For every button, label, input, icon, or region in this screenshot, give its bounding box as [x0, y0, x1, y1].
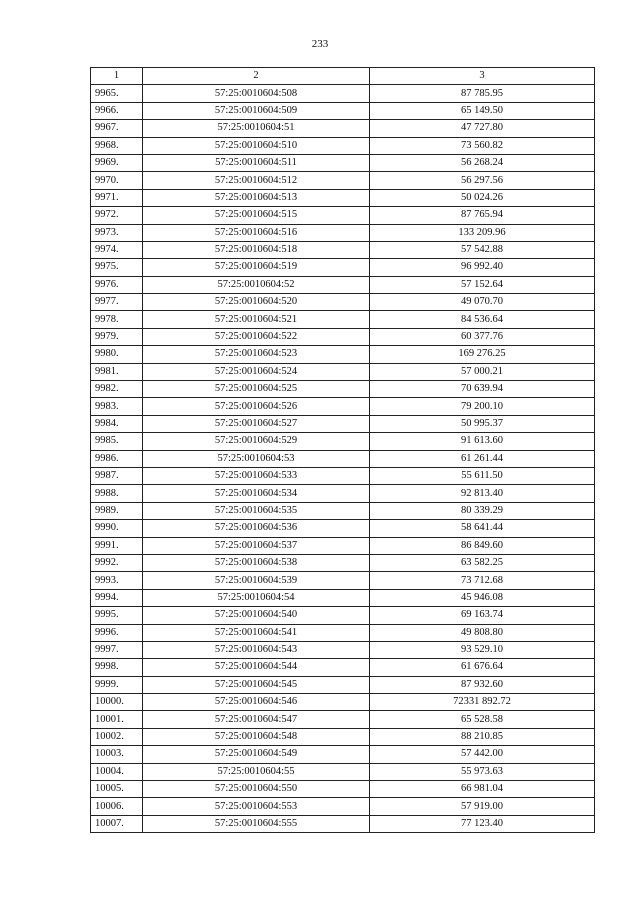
row-number-cell: 9990.: [91, 520, 143, 537]
cadastral-value-cell: 96 992.40: [370, 259, 595, 276]
table-row: [91, 207, 595, 224]
table-row: [91, 363, 595, 380]
table-row: [91, 172, 595, 189]
cadastral-value-cell: 49 070.70: [370, 294, 595, 311]
cadastral-number-cell: 57:25:0010604:522: [143, 328, 370, 345]
cadastral-value-cell: 92 813.40: [370, 485, 595, 502]
table-row: [91, 137, 595, 154]
row-number-cell: 9973.: [91, 224, 143, 241]
table-body: [91, 85, 595, 833]
table-row: [91, 659, 595, 676]
table-row: [91, 154, 595, 171]
table-row: [91, 537, 595, 554]
cadastral-number-cell: 57:25:0010604:55: [143, 763, 370, 780]
cadastral-value-cell: 87 932.60: [370, 676, 595, 693]
table-row: [91, 781, 595, 798]
column-header-2: 2: [143, 68, 370, 85]
row-number-cell: 9985.: [91, 433, 143, 450]
cadastral-number-cell: 57:25:0010604:541: [143, 624, 370, 641]
row-number-cell: 9995.: [91, 607, 143, 624]
cadastral-number-cell: 57:25:0010604:550: [143, 781, 370, 798]
cadastral-number-cell: 57:25:0010604:527: [143, 415, 370, 432]
cadastral-number-cell: 57:25:0010604:543: [143, 641, 370, 658]
cadastral-value-cell: 69 163.74: [370, 607, 595, 624]
cadastral-number-cell: 57:25:0010604:533: [143, 467, 370, 484]
cadastral-number-cell: 57:25:0010604:545: [143, 676, 370, 693]
row-number-cell: 9970.: [91, 172, 143, 189]
cadastral-value-cell: 77 123.40: [370, 815, 595, 832]
cadastral-number-cell: 57:25:0010604:518: [143, 241, 370, 258]
row-number-cell: 9968.: [91, 137, 143, 154]
row-number-cell: 10005.: [91, 781, 143, 798]
row-number-cell: 9965.: [91, 85, 143, 102]
row-number-cell: 9967.: [91, 120, 143, 137]
cadastral-number-cell: 57:25:0010604:540: [143, 607, 370, 624]
row-number-cell: 10003.: [91, 746, 143, 763]
cadastral-value-cell: 73 712.68: [370, 572, 595, 589]
table-row: [91, 676, 595, 693]
cadastral-value-cell: 58 641.44: [370, 520, 595, 537]
row-number-cell: 9971.: [91, 189, 143, 206]
cadastral-number-cell: 57:25:0010604:539: [143, 572, 370, 589]
table-row: [91, 294, 595, 311]
row-number-cell: 9988.: [91, 485, 143, 502]
row-number-cell: 9969.: [91, 154, 143, 171]
table-row: [91, 241, 595, 258]
cadastral-value-cell: 47 727.80: [370, 120, 595, 137]
cadastral-number-cell: 57:25:0010604:547: [143, 711, 370, 728]
table-row: [91, 624, 595, 641]
cadastral-number-cell: 57:25:0010604:53: [143, 450, 370, 467]
cadastral-number-cell: 57:25:0010604:524: [143, 363, 370, 380]
cadastral-value-cell: 65 149.50: [370, 102, 595, 119]
cadastral-number-cell: 57:25:0010604:521: [143, 311, 370, 328]
row-number-cell: 10006.: [91, 798, 143, 815]
row-number-cell: 10002.: [91, 728, 143, 745]
table-row: [91, 728, 595, 745]
table-row: [91, 398, 595, 415]
row-number-cell: 10000.: [91, 694, 143, 711]
row-number-cell: 9983.: [91, 398, 143, 415]
cadastral-number-cell: 57:25:0010604:519: [143, 259, 370, 276]
cadastral-number-cell: 57:25:0010604:523: [143, 346, 370, 363]
column-header-1: 1: [91, 68, 143, 85]
cadastral-number-cell: 57:25:0010604:510: [143, 137, 370, 154]
table-row: [91, 224, 595, 241]
row-number-cell: 10001.: [91, 711, 143, 728]
cadastral-value-cell: 45 946.08: [370, 589, 595, 606]
row-number-cell: 9975.: [91, 259, 143, 276]
cadastral-value-cell: 55 973.63: [370, 763, 595, 780]
cadastral-value-cell: 65 528.58: [370, 711, 595, 728]
row-number-cell: 9991.: [91, 537, 143, 554]
table-row: [91, 311, 595, 328]
cadastral-value-cell: 169 276.25: [370, 346, 595, 363]
row-number-cell: 9979.: [91, 328, 143, 345]
page-number: 233: [311, 38, 329, 50]
cadastral-number-cell: 57:25:0010604:546: [143, 694, 370, 711]
row-number-cell: 9981.: [91, 363, 143, 380]
table-row: [91, 589, 595, 606]
row-number-cell: 9989.: [91, 502, 143, 519]
table-row: [91, 502, 595, 519]
table-row: [91, 276, 595, 293]
table-row: [91, 694, 595, 711]
cadastral-value-cell: 57 919.00: [370, 798, 595, 815]
table-row: [91, 641, 595, 658]
table-row: [91, 189, 595, 206]
cadastral-value-cell: 60 377.76: [370, 328, 595, 345]
cadastral-value-cell: 55 611.50: [370, 467, 595, 484]
cadastral-number-cell: 57:25:0010604:51: [143, 120, 370, 137]
cadastral-value-cell: 49 808.80: [370, 624, 595, 641]
row-number-cell: 9972.: [91, 207, 143, 224]
cadastral-number-cell: 57:25:0010604:52: [143, 276, 370, 293]
cadastral-number-cell: 57:25:0010604:548: [143, 728, 370, 745]
cadastral-value-cell: 50 995.37: [370, 415, 595, 432]
row-number-cell: 9992.: [91, 554, 143, 571]
table-row: [91, 346, 595, 363]
row-number-cell: 9994.: [91, 589, 143, 606]
cadastral-value-cell: 57 152.64: [370, 276, 595, 293]
cadastral-number-cell: 57:25:0010604:54: [143, 589, 370, 606]
table-row: [91, 450, 595, 467]
cadastral-number-cell: 57:25:0010604:549: [143, 746, 370, 763]
cadastral-value-cell: 88 210.85: [370, 728, 595, 745]
table-row: [91, 259, 595, 276]
cadastral-value-cell: 61 676.64: [370, 659, 595, 676]
cadastral-number-cell: 57:25:0010604:534: [143, 485, 370, 502]
table-row: [91, 381, 595, 398]
cadastral-value-cell: 87 765.94: [370, 207, 595, 224]
row-number-cell: 9987.: [91, 467, 143, 484]
cadastral-value-cell: 56 297.56: [370, 172, 595, 189]
table-row: [91, 433, 595, 450]
cadastral-value-cell: 73 560.82: [370, 137, 595, 154]
row-number-cell: 9977.: [91, 294, 143, 311]
cadastral-number-cell: 57:25:0010604:537: [143, 537, 370, 554]
table-header-row: [91, 68, 595, 85]
table-row: [91, 120, 595, 137]
cadastral-value-cell: 57 542.88: [370, 241, 595, 258]
cadastral-number-cell: 57:25:0010604:536: [143, 520, 370, 537]
table-row: [91, 85, 595, 102]
column-header-3: 3: [370, 68, 595, 85]
table-row: [91, 572, 595, 589]
table-row: [91, 485, 595, 502]
table-row: [91, 711, 595, 728]
table-row: [91, 520, 595, 537]
row-number-cell: 9996.: [91, 624, 143, 641]
row-number-cell: 9993.: [91, 572, 143, 589]
cadastral-value-cell: 50 024.26: [370, 189, 595, 206]
table-row: [91, 467, 595, 484]
row-number-cell: 9978.: [91, 311, 143, 328]
cadastral-value-cell: 84 536.64: [370, 311, 595, 328]
row-number-cell: 9982.: [91, 381, 143, 398]
cadastral-value-cell: 79 200.10: [370, 398, 595, 415]
cadastral-value-cell: 93 529.10: [370, 641, 595, 658]
row-number-cell: 9974.: [91, 241, 143, 258]
row-number-cell: 9984.: [91, 415, 143, 432]
cadastral-number-cell: 57:25:0010604:525: [143, 381, 370, 398]
row-number-cell: 9966.: [91, 102, 143, 119]
cadastral-number-cell: 57:25:0010604:538: [143, 554, 370, 571]
row-number-cell: 10007.: [91, 815, 143, 832]
cadastral-value-cell: 80 339.29: [370, 502, 595, 519]
table-row: [91, 102, 595, 119]
cadastral-number-cell: 57:25:0010604:529: [143, 433, 370, 450]
table-row: [91, 328, 595, 345]
cadastral-number-cell: 57:25:0010604:544: [143, 659, 370, 676]
table-row: [91, 746, 595, 763]
cadastral-number-cell: 57:25:0010604:508: [143, 85, 370, 102]
cadastral-value-cell: 61 261.44: [370, 450, 595, 467]
cadastral-value-cell: 66 981.04: [370, 781, 595, 798]
row-number-cell: 9997.: [91, 641, 143, 658]
cadastral-value-table: [90, 67, 595, 833]
cadastral-number-cell: 57:25:0010604:513: [143, 189, 370, 206]
cadastral-value-cell: 91 613.60: [370, 433, 595, 450]
row-number-cell: 9976.: [91, 276, 143, 293]
cadastral-value-cell: 63 582.25: [370, 554, 595, 571]
table-row: [91, 554, 595, 571]
cadastral-value-cell: 87 785.95: [370, 85, 595, 102]
row-number-cell: 10004.: [91, 763, 143, 780]
cadastral-number-cell: 57:25:0010604:516: [143, 224, 370, 241]
cadastral-value-cell: 72331 892.72: [370, 694, 595, 711]
cadastral-number-cell: 57:25:0010604:520: [143, 294, 370, 311]
table-row: [91, 798, 595, 815]
cadastral-number-cell: 57:25:0010604:515: [143, 207, 370, 224]
cadastral-number-cell: 57:25:0010604:555: [143, 815, 370, 832]
cadastral-number-cell: 57:25:0010604:553: [143, 798, 370, 815]
cadastral-value-cell: 57 442.00: [370, 746, 595, 763]
row-number-cell: 9999.: [91, 676, 143, 693]
row-number-cell: 9980.: [91, 346, 143, 363]
cadastral-value-cell: 133 209.96: [370, 224, 595, 241]
cadastral-number-cell: 57:25:0010604:512: [143, 172, 370, 189]
cadastral-value-cell: 57 000.21: [370, 363, 595, 380]
cadastral-value-cell: 86 849.60: [370, 537, 595, 554]
table-row: [91, 607, 595, 624]
cadastral-value-cell: 56 268.24: [370, 154, 595, 171]
table-row: [91, 415, 595, 432]
row-number-cell: 9998.: [91, 659, 143, 676]
cadastral-number-cell: 57:25:0010604:526: [143, 398, 370, 415]
cadastral-number-cell: 57:25:0010604:535: [143, 502, 370, 519]
table-row: [91, 763, 595, 780]
cadastral-number-cell: 57:25:0010604:509: [143, 102, 370, 119]
table-row: [91, 815, 595, 832]
cadastral-value-cell: 70 639.94: [370, 381, 595, 398]
row-number-cell: 9986.: [91, 450, 143, 467]
cadastral-number-cell: 57:25:0010604:511: [143, 154, 370, 171]
